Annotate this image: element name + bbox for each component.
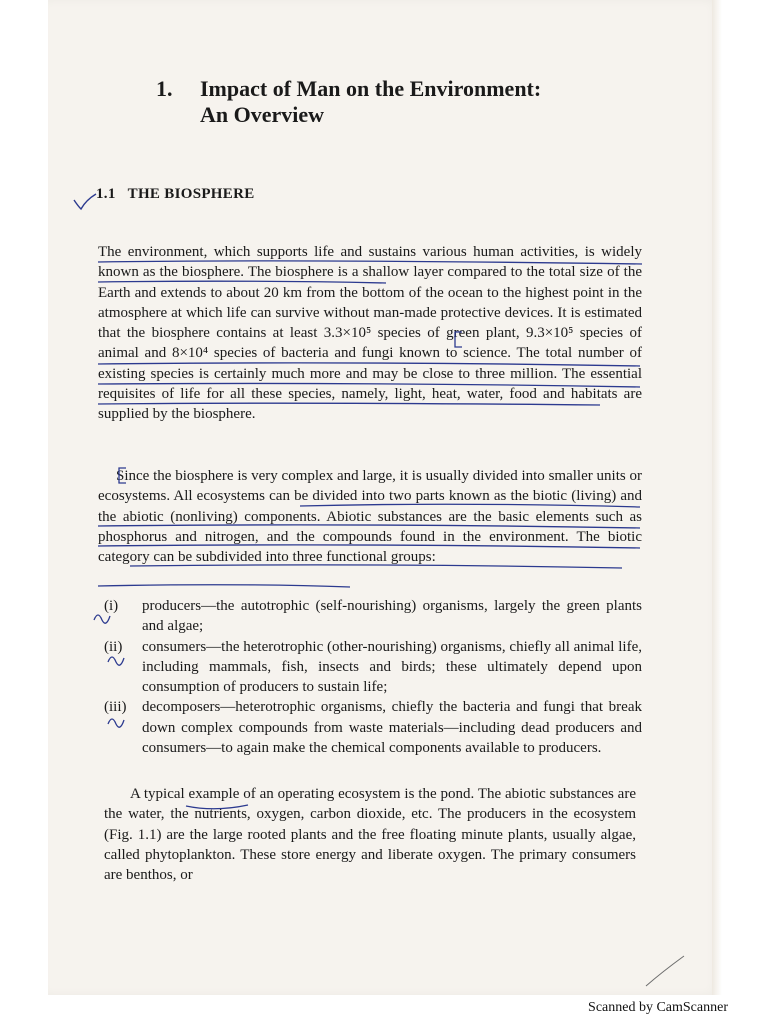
paragraph-pond-example: A typical example of an operating ecosystem is the pond. The abiotic substances are the water, the nutrients, oxygen, carbon dioxide, etc. The producers in the ecosystem (Fig. 1.1) are the large rooted plants and the free floating minute plants, usually algae, called phytoplankton. These store energy and liberate oxygen. The primary consumers are benthos, or	[104, 786, 636, 884]
list-item	[104, 637, 642, 698]
functional-groups-list	[104, 596, 642, 758]
chapter-number: 1.	[156, 76, 173, 101]
paragraph-ecosystems: Since the biosphere is very complex and large, it is usually divided into smaller units or ecosystems. All ecosystems can be divided into two parts known as the biotic (living) and the abiotic (nonliving) components. Abiotic substances are the basic elements such as phosphorus and nitrogen, and the compounds found in the environment. The biotic category can be subdivided into three functional groups:	[98, 468, 642, 566]
page-edge	[712, 0, 722, 995]
section-title: THE BIOSPHERE	[127, 186, 255, 202]
list-marker: (ii)	[104, 638, 123, 655]
check-mark-icon	[72, 192, 98, 212]
chapter-title-line2: An Overview	[200, 102, 325, 127]
chapter-title-line1: Impact of Man on the Environment:	[200, 76, 542, 101]
list-item-text: producers—the autotrophic (self-nourishing) organisms, largely the green plants and algae;	[142, 598, 642, 635]
list-item-text: decomposers—heterotrophic organisms, chiefly the bacteria and fungi that break down complex compounds from waste materials—including dead producers and consumers—to again make the chemical components available to producers.	[142, 699, 642, 757]
chapter-title	[156, 76, 636, 128]
pen-stroke-mark	[640, 950, 690, 990]
list-marker: (i)	[104, 598, 119, 614]
list-item	[104, 596, 642, 637]
paragraph-biosphere-intro: The environment, which supports life and sustains various human activities, is widely known as the biosphere. The biosphere is a shallow layer compared to the total size of the Earth and extends to about 20 km from the bottom of the ocean to the highest point in the atmosphere at which life can survive without man-made protective devices. It is estimated that the biosphere contains at least 3.3×10⁵ species of green plant, 9.3×10⁵ species of animal and 8×10⁴ species of bacteria and fungi known to science. The total number of existing species is certainly much more and may be close to three million. The essential requisites of life for all these species, namely, light, heat, water, food and habitats are supplied by the biosphere.	[98, 244, 642, 423]
section-heading	[96, 186, 255, 203]
list-item-text: consumers—the heterotrophic (other-nourishing) organisms, chiefly all animal life, including mammals, fish, insects and birds; these ultimately depend upon consumption of producers to sustain life;	[142, 638, 642, 696]
list-marker: (iii)	[104, 699, 127, 716]
scanner-watermark: Scanned by CamScanner	[588, 1000, 728, 1015]
section-number: 1.1	[96, 186, 116, 202]
list-item	[104, 697, 642, 758]
